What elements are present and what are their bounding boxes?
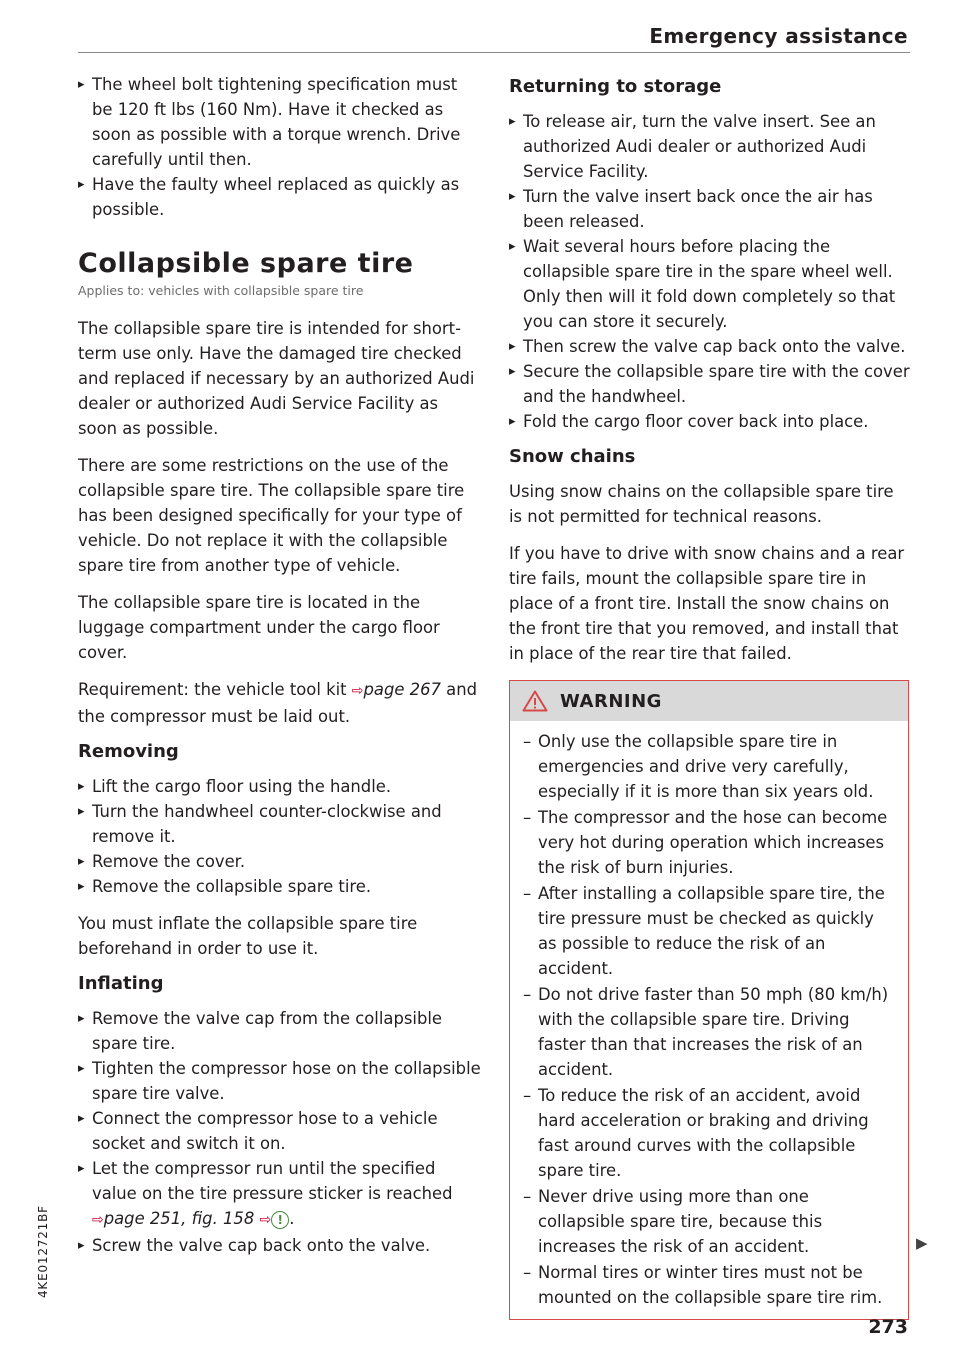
arrow-ref-icon: ⇨ (259, 1212, 272, 1228)
right-column (509, 72, 911, 1320)
header-rule (78, 52, 910, 53)
paragraph: You must inflate the collapsible spare tire beforehand in order to use it. (78, 914, 418, 958)
warning-title: WARNING (560, 690, 662, 712)
caution-note-icon[interactable]: ! (271, 1211, 289, 1229)
warning-header (510, 681, 908, 721)
list-item: ▸ Lift the cargo floor using the handle. (78, 774, 482, 799)
applies-to-note: Applies to: vehicles with collapsible spare tire (78, 283, 364, 298)
removing-steps (78, 774, 482, 899)
arrow-ref-icon: ⇨ (351, 683, 364, 699)
subheading-snow-chains: Snow chains (509, 446, 636, 467)
section-title: Collapsible spare tire (78, 248, 414, 279)
paragraph: The collapsible spare tire is located in the luggage compartment under the cargo floor cover. (78, 593, 440, 662)
warning-item: – Never drive using more than one collapsible spare tire, because this increases the risk of an accident. (524, 1184, 896, 1259)
list-item: ▸ Secure the collapsible spare tire with the cover and the handwheel. (509, 359, 911, 409)
list-item: ▸ Fold the cargo floor cover back into place. (509, 409, 911, 434)
warning-body (510, 721, 908, 1319)
continued-arrow-icon: ▶ (916, 1234, 928, 1252)
intro-bullet-list (78, 72, 482, 222)
page-number: 273 (868, 1316, 908, 1338)
arrow-ref-icon: ⇨ (92, 1212, 104, 1228)
warning-list (524, 729, 896, 1310)
list-item: ▸ Screw the valve cap back onto the valve. (78, 1233, 482, 1258)
list-item: ▸ Remove the cover. (78, 849, 482, 874)
list-item: ▸ Turn the valve insert back once the air has been released. (509, 184, 911, 234)
list-item: ▸ Then screw the valve cap back onto the valve. (509, 334, 911, 359)
list-item: ▸ Let the compressor run until the specified value on the tire pressure sticker is reached ⇨page 251, fig. 158 ⇨ ! . (78, 1156, 482, 1233)
list-item: ▸ Wait several hours before placing the collapsible spare tire in the spare wheel well. Only then will it fold down completely so that you can store it securely. (509, 234, 911, 334)
document-code: 4KE012721BF (36, 1205, 50, 1298)
warning-item: – Only use the collapsible spare tire in emergencies and drive very carefully, especially if it is more than six years old. (524, 729, 896, 804)
warning-triangle-icon (522, 690, 548, 712)
warning-item: – To reduce the risk of an accident, avoid hard acceleration or braking and driving fast around curves with the collapsible spare tire. (524, 1083, 896, 1183)
requirement-text-end: and the compressor must be laid out. (78, 680, 478, 726)
paragraph: The collapsible spare tire is intended for short-term use only. Have the damaged tire checked and replaced if necessary by an authorized Audi dealer or authorized Audi Service Facility as soon as possible. (78, 319, 475, 438)
paragraph: If you have to drive with snow chains and a rear tire fails, mount the collapsible spare tire in place of a front tire. Install the snow chains on the front tire that you removed, and install that in place of the rear tire that failed. (509, 544, 905, 663)
page-reference-link[interactable]: page 267 (363, 680, 441, 699)
warning-item: – Do not drive faster than 50 mph (80 km/h) with the collapsible spare tire. Driving faster than that increases the risk of an accident. (524, 982, 896, 1082)
page-reference-link[interactable]: page 251, fig. 158 (103, 1209, 255, 1228)
list-item: ▸ Have the faulty wheel replaced as quickly as possible. (78, 172, 482, 222)
storage-steps (509, 109, 911, 434)
running-header: Emergency assistance (649, 24, 908, 48)
list-item: ▸ Remove the valve cap from the collapsible spare tire. (78, 1006, 482, 1056)
warning-item: – After installing a collapsible spare tire, the tire pressure must be checked as quickly as possible to reduce the risk of an accident. (524, 881, 896, 981)
requirement-paragraph (78, 677, 482, 729)
list-item: ▸ To release air, turn the valve insert. See an authorized Audi dealer or authorized Audi Service Facility. (509, 109, 911, 184)
left-column (78, 72, 482, 1270)
warning-item: – Normal tires or winter tires must not be mounted on the collapsible spare tire rim. (524, 1260, 896, 1310)
requirement-text: Requirement: the vehicle tool kit (78, 680, 347, 699)
step-text: Let the compressor run until the specified value on the tire pressure sticker is reached (92, 1159, 453, 1203)
list-item: ▸ Tighten the compressor hose on the collapsible spare tire valve. (78, 1056, 482, 1106)
paragraph: There are some restrictions on the use of the collapsible spare tire. The collapsible spare tire has been designed specifically for your type of vehicle. Do not replace it with the collapsible spare tire from another type of vehicle. (78, 456, 465, 575)
inflating-steps (78, 1006, 482, 1258)
subheading-removing: Removing (78, 741, 179, 762)
list-item: ▸ The wheel bolt tightening specification must be 120 ft lbs (160 Nm). Have it checked as soon as possible with a torque wrench. Drive carefully until then. (78, 72, 482, 172)
list-item: ▸ Turn the handwheel counter-clockwise and remove it. (78, 799, 482, 849)
subheading-returning-to-storage: Returning to storage (509, 76, 722, 97)
list-item: ▸ Connect the compressor hose to a vehicle socket and switch it on. (78, 1106, 482, 1156)
list-item: ▸ Remove the collapsible spare tire. (78, 874, 482, 899)
warning-box (509, 680, 909, 1320)
subheading-inflating: Inflating (78, 973, 164, 994)
paragraph: Using snow chains on the collapsible spare tire is not permitted for technical reasons. (509, 482, 894, 526)
warning-item: – The compressor and the hose can become very hot during operation which increases the risk of burn injuries. (524, 805, 896, 880)
